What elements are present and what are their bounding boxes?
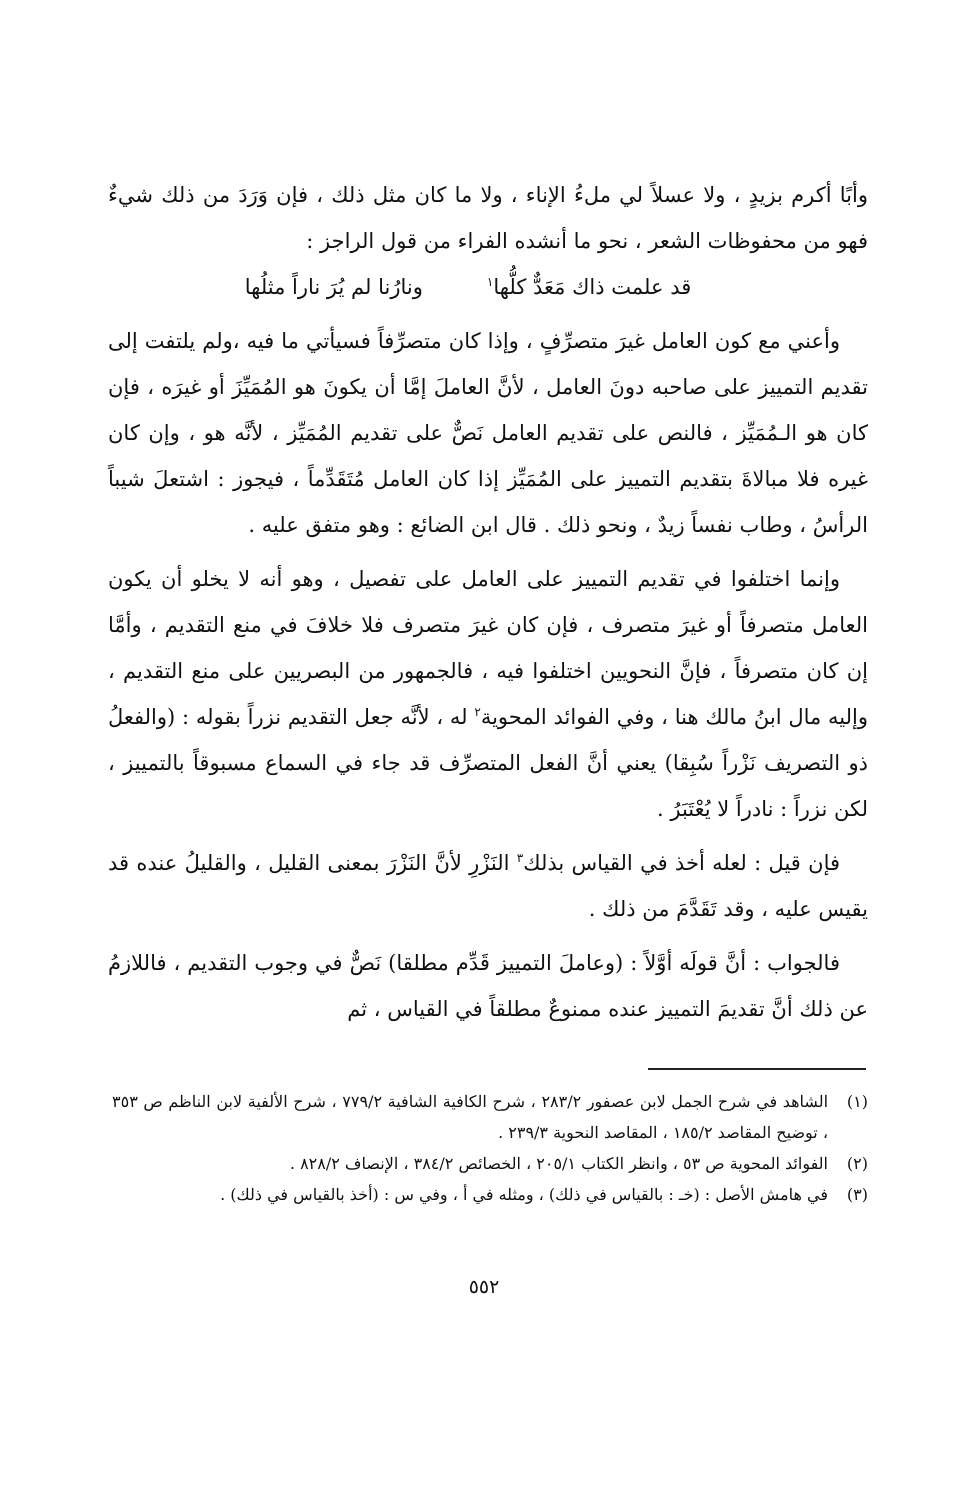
footnote-ref-1: ١: [486, 275, 494, 289]
footnote-2: [112, 1148, 868, 1179]
footnote-number: (٣): [846, 1185, 868, 1204]
paragraph-1: وأبًا أكرم بزيدٍ ، ولا عسلاً لي ملءُ الإناء ، ولا ما كان مثل ذلك ، فإن وَرَدَ من ذلك شيءٌ فهو من محفوظات الشعر ، نحو ما أنشده الفراء من قول الراجز :: [108, 183, 868, 253]
footnote-ref-3: ٣: [516, 851, 524, 865]
paragraph-5: فالجواب : أنَّ قولَه أوَّلاً : (وعاملَ التمييز قَدِّم مطلقا) نَصٌّ في وجوب التقديم ، فاللازمُ عن ذلك أنَّ تقديمَ التمييز عنده ممنوعٌ مطلقاً في القياس ، ثم: [108, 951, 868, 1021]
footnote-number: (٢): [846, 1154, 868, 1173]
paragraph-4-part-2: النَزْرِ لأنَّ النَزْرَ بمعنى القليل ، والقليلُ عنده قد يقيس عليه ، وقد تَقَدَّمَ من ذلك .: [108, 851, 868, 921]
paragraph-4: [108, 840, 868, 932]
paragraph-2: وأعني مع كون العامل غيرَ متصرِّفٍ ، وإذا كان متصرِّفاً فسيأتي ما فيه ،ولم يلتفت إلى تقديم التمييز على صاحبه دونَ العامل ، لأنَّ العاملَ إمَّا أن يكونَ هو المُمَيِّزَ أو غيرَه ، فإن كان هو الـمُمَيِّز ، فالنص على تقديم العامل نَصٌّ على تقديم المُمَيِّز ، لأنَّه هو ، وإن كان غيره فلا مبالاةَ بتقديم التمييز على المُمَيِّز إذا كان العامل مُتَقَدِّماً ، فيجوز : اشتعلَ شيباً الرأسُ ، وطاب نفساً زيدٌ ، ونحو ذلك . قال ابن الضائع : وهو متفق عليه .: [108, 329, 868, 537]
footnote-ref-2: ٢: [474, 705, 481, 719]
paragraph-4-part-1: فإن قيل : لعله أخذ في القياس بذلك: [523, 851, 840, 875]
footnote-3: [112, 1179, 868, 1210]
verse-hemistich-right: قد علمت ذاك مَعَدٌّ كلُّها$^١$: [486, 275, 692, 299]
footnote-text: الفوائد المحوية ص ٥٣ ، وانظر الكتاب ٢٠٥/١ ، الخصائص ٣٨٤/٢ ، الإنصاف ٨٢٨/٢ .: [289, 1154, 828, 1173]
paragraph-3-part-1: وإنما اختلفوا في تقديم التمييز على العامل على تفصيل ، وهو أنه لا يخلو أن يكون العامل متصرفاً أو غيرَ متصرف ، فإن كان غيرَ متصرف فلا خلافَ في منع التقديم ، وأمَّا إن كان متصرفاً ، فإنَّ النحويين اختلفوا فيه ، فالجمهور من البصريين على منع التقديم ، وإليه مال ابنُ مالك هنا ، وفي الفوائد المحوية: [108, 567, 868, 729]
footnotes: [112, 1086, 868, 1210]
verse-hemistich-left: ونارُنا لم يُرَ ناراً مثلُها: [244, 275, 423, 299]
page-number: ٥٥٢: [468, 1276, 500, 1298]
paragraph-3: [108, 556, 868, 832]
paragraph-3-part-2: له ، لأنَّه جعل التقديم نزراً بقوله : (والفعلُ ذو التصريف نَزْراً سُبِقا) يعني أنَّ الفعل المتصرِّف قد جاء في السماع مسبوقاً بالتمييز ، لكن نزراً : نادراً لا يُعْتَبَرُ .: [108, 705, 868, 821]
poetry-verse: [108, 264, 868, 310]
footnote-text: الشاهد في شرح الجمل لابن عصفور ٢٨٣/٢ ، شرح الكافية الشافية ٧٧٩/٢ ، شرح الألفية لابن الناظم ص ٣٥٣ ، توضيح المقاصد ١٨٥/٢ ، المقاصد النحوية ٢٣٩/٣ .: [112, 1092, 829, 1142]
main-text-block: [108, 172, 868, 1032]
footnote-number: (١): [846, 1092, 868, 1111]
footnote-1: [112, 1086, 868, 1148]
footnote-text: في هامش الأصل : (خـ : بالقياس في ذلك) ، ومثله في أ ، وفي س : (أخذ بالقياس في ذلك) .: [220, 1185, 828, 1204]
footnote-separator: [648, 1068, 866, 1070]
